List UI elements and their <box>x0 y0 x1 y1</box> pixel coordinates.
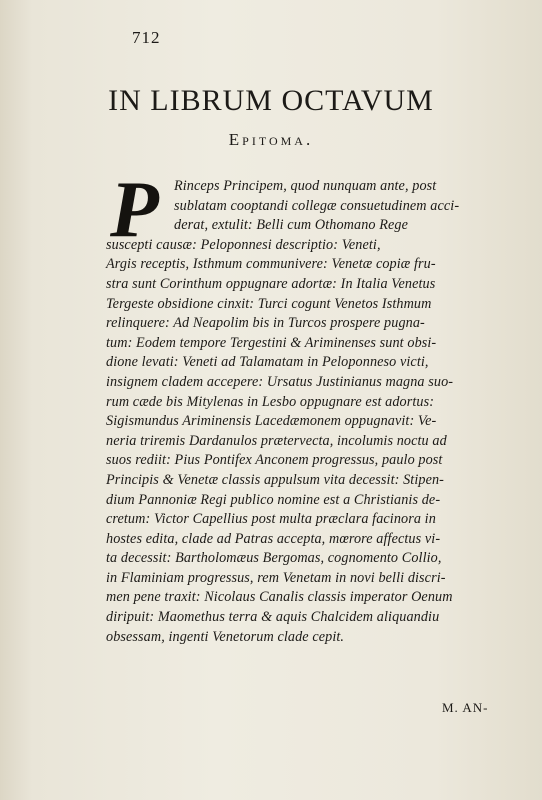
chapter-subtitle: Epitoma. <box>228 130 314 149</box>
text-line: obsessam, ingenti Venetorum clade cepit. <box>106 628 345 645</box>
text-line: diripuit: Maomethus terra & aquis Chalcidem aliquandiu <box>106 609 440 626</box>
text-line: rum cæde bis Mitylenas in Lesbo oppugnare est adortus: <box>106 393 435 410</box>
text-line: relinquere: Ad Neapolim bis in Turcos prospere pugna- <box>106 315 425 332</box>
page-number: 712 <box>132 28 161 47</box>
text-line: Tergeste obsidione cinxit: Turci cogunt Venetos Isthmum <box>106 295 432 312</box>
text-line: suos rediit: Pius Pontifex Anconem progressus, paulo post <box>106 452 443 469</box>
text-line: ta decessit: Bartholomæus Bergomas, cognomento Collio, <box>106 550 442 567</box>
epitome-text <box>106 166 526 647</box>
text-line: suscepti causæ: Peloponnesi descriptio: Veneti, <box>106 236 381 253</box>
text-line: derat, extulit: Belli cum Othomano Rege <box>174 217 408 234</box>
text-line: neria triremis Dardanulos prætervecta, incolumis noctu ad <box>106 432 447 449</box>
text-line: sublatam cooptandi collegæ consuetudinem acci- <box>174 197 460 214</box>
text-line: Sigismundus Ariminensis Lacedæmonem oppugnavit: Ve- <box>106 413 437 430</box>
drop-cap: P <box>110 166 159 254</box>
text-line: Principis & Venetæ classis appulsum vita decessit: Stipen- <box>106 471 444 488</box>
text-line: dium Pannoniæ Regi publico nomine est a Christianis de- <box>106 491 441 508</box>
text-line: men pene traxit: Nicolaus Canalis classis imperator Oenum <box>106 589 453 606</box>
text-line: tum: Eodem tempore Tergestini & Ariminenses sunt obsi- <box>106 334 437 351</box>
text-line: stra sunt Corinthum oppugnare adortæ: In Italia Venetus <box>106 275 436 292</box>
text-line: hostes edita, clade ad Patras accepta, mœrore affectus vi- <box>106 530 441 547</box>
chapter-title: IN LIBRUM OCTAVUM <box>108 84 434 117</box>
text-line: cretum: Victor Capellius post multa præclara facinora in <box>106 511 436 528</box>
catchword: M. AN- <box>442 700 489 715</box>
text-line: Argis receptis, Isthmum communivere: Venetæ copiæ fru- <box>106 256 436 273</box>
text-line: dione levati: Veneti ad Talamatam in Peloponneso victi, <box>106 354 429 371</box>
text-line: insignem cladem accepere: Ursatus Justinianus magna suo- <box>106 373 454 390</box>
text-line: in Flaminiam progressus, rem Venetam in novi belli discri- <box>106 569 446 586</box>
text-line: Rinceps Principem, quod nunquam ante, post <box>174 178 437 194</box>
